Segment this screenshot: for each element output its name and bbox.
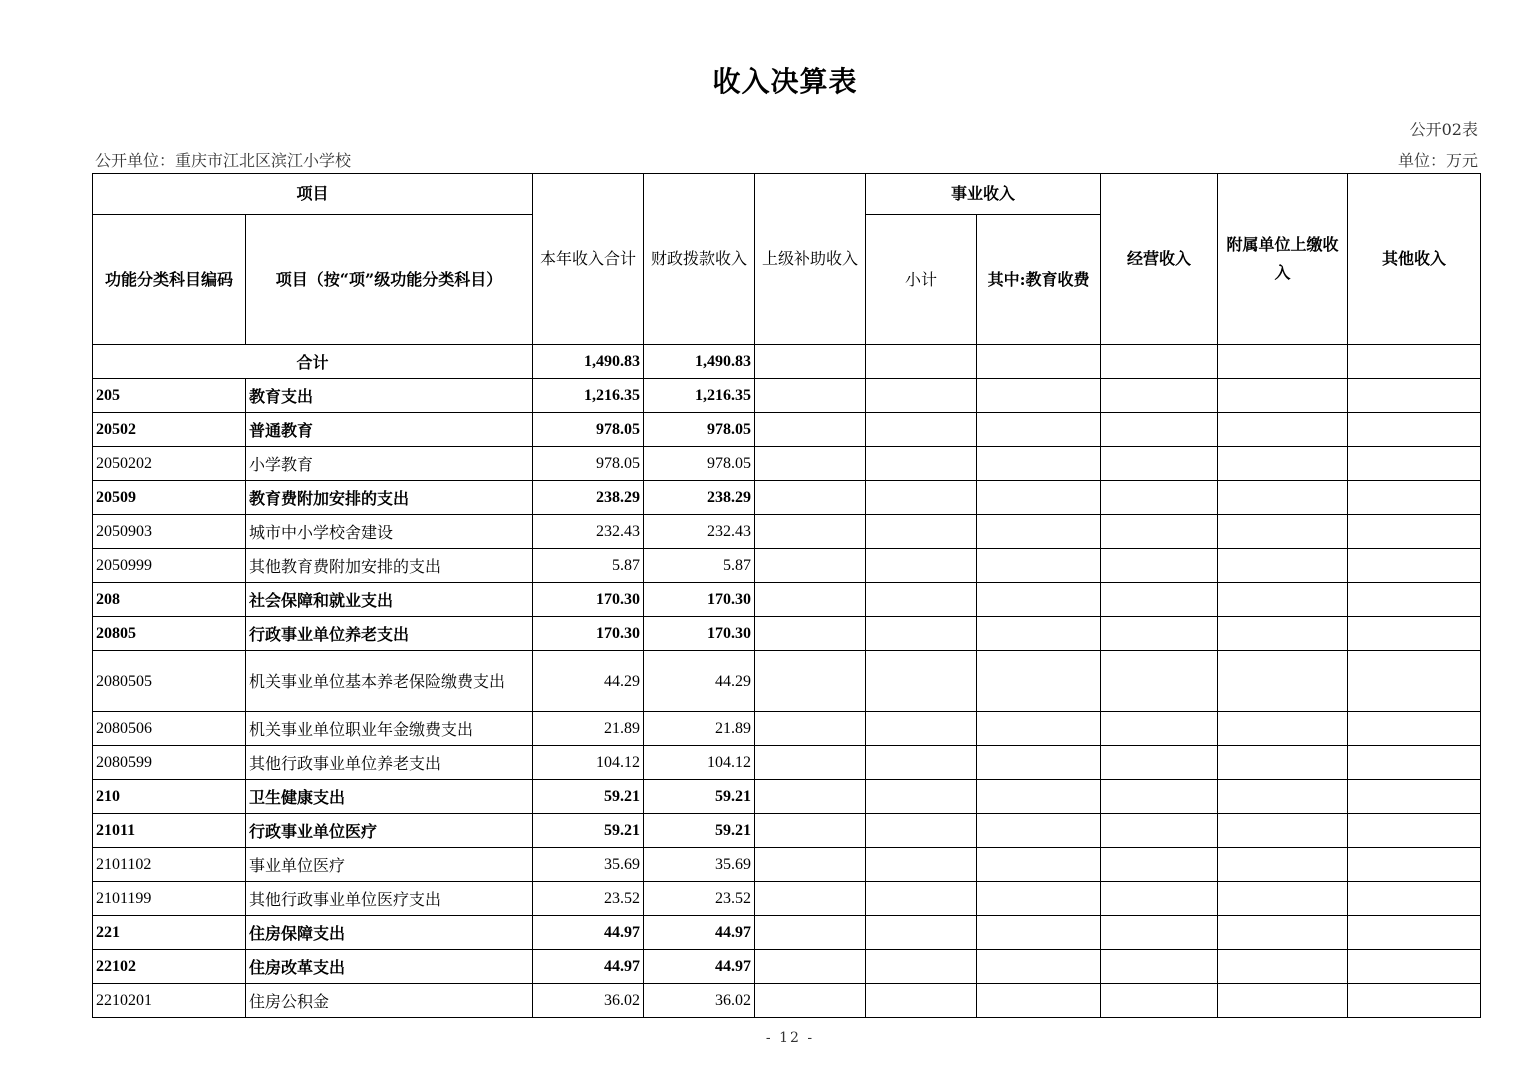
row-fiscal: 23.52 <box>644 882 755 916</box>
empty-cell <box>1218 950 1348 984</box>
row-total-income: 5.87 <box>533 549 644 583</box>
row-item-name: 其他行政事业单位养老支出 <box>246 746 533 780</box>
row-code: 21011 <box>93 814 246 848</box>
row-item-name: 城市中小学校舍建设 <box>246 515 533 549</box>
row-fiscal: 978.05 <box>644 447 755 481</box>
row-fiscal: 36.02 <box>644 984 755 1018</box>
empty-cell <box>755 617 866 651</box>
total-label: 合计 <box>93 345 533 379</box>
empty-cell <box>1218 746 1348 780</box>
row-code: 2101102 <box>93 848 246 882</box>
row-item-name: 社会保障和就业支出 <box>246 583 533 617</box>
row-total-income: 170.30 <box>533 583 644 617</box>
table-row <box>93 814 1481 848</box>
empty-cell <box>977 481 1101 515</box>
header-code: 功能分类科目编码 <box>93 215 246 345</box>
empty-cell <box>1218 379 1348 413</box>
empty-cell <box>977 515 1101 549</box>
total-income-value: 1,490.83 <box>533 345 644 379</box>
currency-unit: 单位：万元 <box>1397 151 1478 170</box>
form-number: 公开02表 <box>1409 120 1478 139</box>
empty-cell <box>977 617 1101 651</box>
empty-cell <box>1218 583 1348 617</box>
empty-cell <box>1218 712 1348 746</box>
row-item-name: 事业单位医疗 <box>246 848 533 882</box>
header-item-name: 项目（按“项”级功能分类科目） <box>246 215 533 345</box>
table-row <box>93 447 1481 481</box>
row-fiscal: 44.97 <box>644 950 755 984</box>
header-total-income: 本年收入合计 <box>533 174 644 345</box>
empty-cell <box>1348 950 1481 984</box>
empty-cell <box>755 780 866 814</box>
total-row <box>93 345 1481 379</box>
row-item-name: 教育费附加安排的支出 <box>246 481 533 515</box>
empty-cell <box>1101 617 1218 651</box>
row-fiscal: 978.05 <box>644 413 755 447</box>
row-item-name: 行政事业单位医疗 <box>246 814 533 848</box>
row-code: 20509 <box>93 481 246 515</box>
empty-cell <box>1348 379 1481 413</box>
empty-cell <box>1348 413 1481 447</box>
table-row <box>93 848 1481 882</box>
empty-cell <box>977 549 1101 583</box>
row-total-income: 44.97 <box>533 916 644 950</box>
empty-cell <box>866 379 977 413</box>
table-row <box>93 515 1481 549</box>
empty-cell <box>1218 515 1348 549</box>
empty-cell <box>755 916 866 950</box>
empty-cell <box>866 583 977 617</box>
row-code: 210 <box>93 780 246 814</box>
row-code: 2210201 <box>93 984 246 1018</box>
header-edu-fee: 其中:教育收费 <box>977 215 1101 345</box>
row-fiscal: 232.43 <box>644 515 755 549</box>
row-fiscal: 59.21 <box>644 814 755 848</box>
row-item-name: 机关事业单位基本养老保险缴费支出 <box>246 651 533 712</box>
empty-cell <box>1348 515 1481 549</box>
empty-cell <box>977 651 1101 712</box>
row-total-income: 232.43 <box>533 515 644 549</box>
header-other: 其他收入 <box>1348 174 1481 345</box>
row-fiscal: 1,216.35 <box>644 379 755 413</box>
empty-cell <box>1101 882 1218 916</box>
empty-cell <box>977 882 1101 916</box>
empty-cell <box>866 651 977 712</box>
row-item-name: 其他行政事业单位医疗支出 <box>246 882 533 916</box>
row-item-name: 其他教育费附加安排的支出 <box>246 549 533 583</box>
row-item-name: 机关事业单位职业年金缴费支出 <box>246 712 533 746</box>
empty-cell <box>1101 814 1218 848</box>
row-total-income: 35.69 <box>533 848 644 882</box>
empty-cell <box>1218 447 1348 481</box>
empty-cell <box>1218 848 1348 882</box>
empty-cell <box>1218 882 1348 916</box>
empty-cell <box>866 916 977 950</box>
empty-cell <box>977 583 1101 617</box>
empty-cell <box>977 379 1101 413</box>
empty-cell <box>1348 780 1481 814</box>
table-row <box>93 746 1481 780</box>
empty-cell <box>1101 984 1218 1018</box>
row-total-income: 170.30 <box>533 617 644 651</box>
empty-cell <box>1348 916 1481 950</box>
row-code: 2050999 <box>93 549 246 583</box>
empty-cell <box>1348 848 1481 882</box>
table-row <box>93 481 1481 515</box>
empty-cell <box>755 984 866 1018</box>
row-fiscal: 238.29 <box>644 481 755 515</box>
empty-cell <box>1101 515 1218 549</box>
empty-cell <box>1218 916 1348 950</box>
row-code: 205 <box>93 379 246 413</box>
empty-cell <box>755 950 866 984</box>
empty-cell <box>1348 712 1481 746</box>
table-row <box>93 780 1481 814</box>
row-item-name: 普通教育 <box>246 413 533 447</box>
empty-cell <box>1101 712 1218 746</box>
empty-cell <box>1101 379 1218 413</box>
row-code: 2080505 <box>93 651 246 712</box>
row-total-income: 104.12 <box>533 746 644 780</box>
row-fiscal: 44.97 <box>644 916 755 950</box>
header-business: 事业收入 <box>866 174 1101 215</box>
table-row <box>93 549 1481 583</box>
empty-cell <box>1101 950 1218 984</box>
table-row <box>93 617 1481 651</box>
empty-cell <box>1348 447 1481 481</box>
table-row <box>93 583 1481 617</box>
table-row <box>93 984 1481 1018</box>
row-item-name: 住房改革支出 <box>246 950 533 984</box>
empty-cell <box>1218 984 1348 1018</box>
empty-cell <box>866 515 977 549</box>
row-fiscal: 35.69 <box>644 848 755 882</box>
row-fiscal: 44.29 <box>644 651 755 712</box>
empty-cell <box>755 651 866 712</box>
empty-cell <box>1348 746 1481 780</box>
empty-cell <box>866 447 977 481</box>
header-operating: 经营收入 <box>1101 174 1218 345</box>
empty-cell <box>866 549 977 583</box>
empty-cell <box>1218 549 1348 583</box>
row-code: 208 <box>93 583 246 617</box>
empty-cell <box>977 712 1101 746</box>
row-total-income: 36.02 <box>533 984 644 1018</box>
empty-cell <box>1218 413 1348 447</box>
empty-cell <box>1101 746 1218 780</box>
empty-cell <box>1101 413 1218 447</box>
empty-cell <box>755 814 866 848</box>
row-item-name: 小学教育 <box>246 447 533 481</box>
row-code: 20502 <box>93 413 246 447</box>
empty-cell <box>1348 882 1481 916</box>
empty-cell <box>1218 481 1348 515</box>
empty-cell <box>755 447 866 481</box>
empty-cell <box>755 515 866 549</box>
empty-cell <box>1101 848 1218 882</box>
empty-cell <box>866 848 977 882</box>
empty-cell <box>1218 617 1348 651</box>
row-total-income: 978.05 <box>533 413 644 447</box>
empty-cell <box>977 780 1101 814</box>
row-code: 2101199 <box>93 882 246 916</box>
empty-cell <box>977 413 1101 447</box>
empty-cell <box>755 848 866 882</box>
header-subtotal: 小计 <box>866 215 977 345</box>
empty-cell <box>755 882 866 916</box>
empty-cell <box>866 746 977 780</box>
row-item-name: 住房公积金 <box>246 984 533 1018</box>
empty-cell <box>1218 814 1348 848</box>
row-code: 2050903 <box>93 515 246 549</box>
empty-cell <box>866 780 977 814</box>
empty-cell <box>977 447 1101 481</box>
row-code: 2080599 <box>93 746 246 780</box>
row-fiscal: 5.87 <box>644 549 755 583</box>
empty-cell <box>755 746 866 780</box>
empty-cell <box>977 746 1101 780</box>
empty-cell <box>977 814 1101 848</box>
income-table <box>92 173 1481 1018</box>
empty-cell <box>866 617 977 651</box>
row-fiscal: 170.30 <box>644 583 755 617</box>
row-total-income: 23.52 <box>533 882 644 916</box>
empty-cell <box>755 413 866 447</box>
row-total-income: 238.29 <box>533 481 644 515</box>
empty-cell <box>1101 549 1218 583</box>
row-code: 221 <box>93 916 246 950</box>
table-row <box>93 379 1481 413</box>
empty-cell <box>977 950 1101 984</box>
row-item-name: 卫生健康支出 <box>246 780 533 814</box>
page-title: 收入决算表 <box>712 65 858 98</box>
empty-cell <box>977 848 1101 882</box>
row-fiscal: 104.12 <box>644 746 755 780</box>
empty-cell <box>866 413 977 447</box>
empty-cell <box>755 379 866 413</box>
row-total-income: 59.21 <box>533 814 644 848</box>
empty-cell <box>755 583 866 617</box>
row-fiscal: 59.21 <box>644 780 755 814</box>
table-row <box>93 950 1481 984</box>
table-row <box>93 413 1481 447</box>
empty-cell <box>977 916 1101 950</box>
empty-cell <box>866 950 977 984</box>
row-item-name: 教育支出 <box>246 379 533 413</box>
row-total-income: 44.97 <box>533 950 644 984</box>
reporting-unit: 公开单位：重庆市江北区滨江小学校 <box>95 151 352 170</box>
empty-cell <box>1348 583 1481 617</box>
row-code: 22102 <box>93 950 246 984</box>
table-row <box>93 882 1481 916</box>
empty-cell <box>1101 583 1218 617</box>
empty-cell <box>1101 481 1218 515</box>
empty-cell <box>1101 651 1218 712</box>
empty-cell <box>1348 814 1481 848</box>
empty-cell <box>1348 549 1481 583</box>
empty-cell <box>1218 651 1348 712</box>
empty-cell <box>755 481 866 515</box>
table-row <box>93 916 1481 950</box>
header-affiliated: 附属单位上缴收入 <box>1218 174 1348 345</box>
empty-cell <box>1348 617 1481 651</box>
row-total-income: 1,216.35 <box>533 379 644 413</box>
empty-cell <box>1101 447 1218 481</box>
empty-cell <box>866 984 977 1018</box>
total-fiscal-value: 1,490.83 <box>644 345 755 379</box>
table-row <box>93 651 1481 712</box>
empty-cell <box>1348 481 1481 515</box>
row-total-income: 978.05 <box>533 447 644 481</box>
row-item-name: 住房保障支出 <box>246 916 533 950</box>
header-item: 项目 <box>93 174 533 215</box>
header-fiscal: 财政拨款收入 <box>644 174 755 345</box>
empty-cell <box>866 481 977 515</box>
empty-cell <box>1218 780 1348 814</box>
page-number: - 12 - <box>765 1030 815 1046</box>
empty-cell <box>977 984 1101 1018</box>
row-item-name: 行政事业单位养老支出 <box>246 617 533 651</box>
row-total-income: 21.89 <box>533 712 644 746</box>
empty-cell <box>1348 984 1481 1018</box>
row-code: 2080506 <box>93 712 246 746</box>
empty-cell <box>755 712 866 746</box>
row-code: 2050202 <box>93 447 246 481</box>
empty-cell <box>1101 780 1218 814</box>
header-superior: 上级补助收入 <box>755 174 866 345</box>
empty-cell <box>866 712 977 746</box>
empty-cell <box>1101 916 1218 950</box>
empty-cell <box>755 549 866 583</box>
row-total-income: 44.29 <box>533 651 644 712</box>
empty-cell <box>866 814 977 848</box>
row-code: 20805 <box>93 617 246 651</box>
row-fiscal: 170.30 <box>644 617 755 651</box>
table-row <box>93 712 1481 746</box>
row-fiscal: 21.89 <box>644 712 755 746</box>
row-total-income: 59.21 <box>533 780 644 814</box>
empty-cell <box>1348 651 1481 712</box>
empty-cell <box>866 882 977 916</box>
